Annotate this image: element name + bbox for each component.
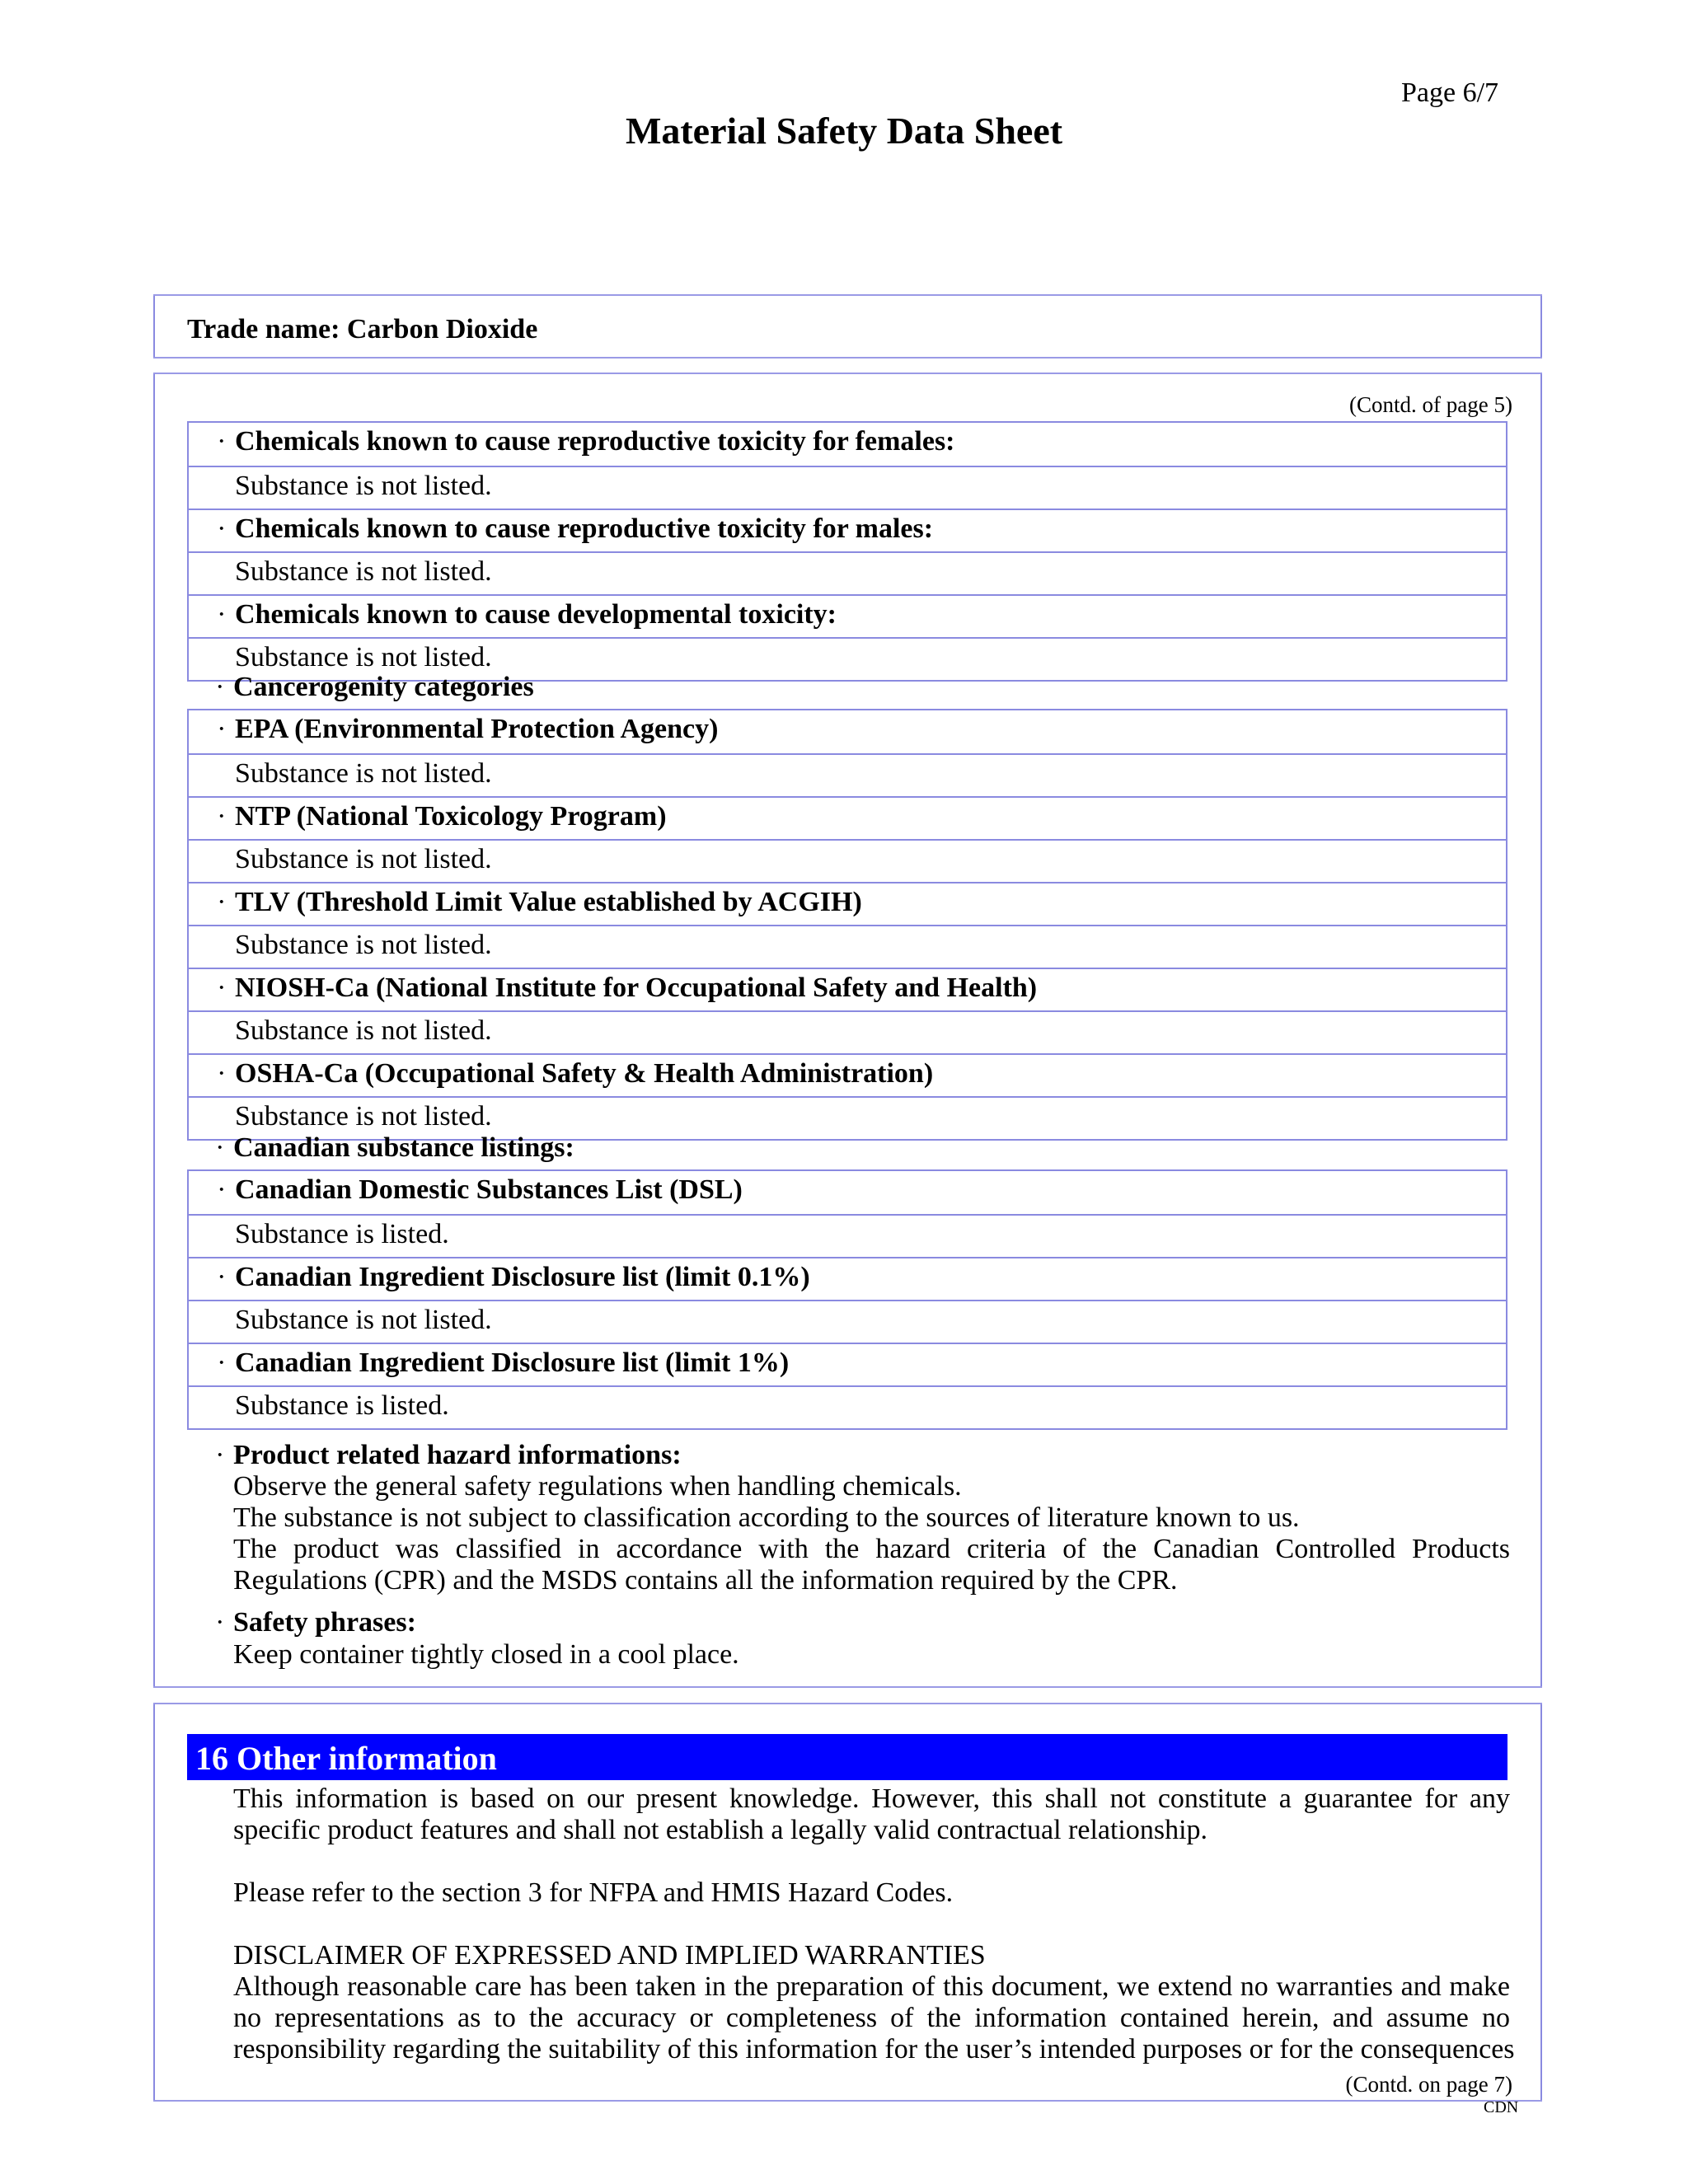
hazard-label: Product related hazard informations: xyxy=(233,1440,682,1470)
table-row xyxy=(189,925,1506,968)
canadian-table xyxy=(187,1169,1507,1430)
row-status: Substance is not listed. xyxy=(235,930,492,960)
row-heading: Chemicals known to cause developmental toxicity: xyxy=(235,599,837,630)
page-number: Page 6/7 xyxy=(1401,77,1499,108)
row-status: Substance is not listed. xyxy=(235,556,492,587)
info-line: Please refer to the section 3 for NFPA and HMIS Hazard Codes. xyxy=(233,1877,954,1908)
table-row xyxy=(189,839,1506,882)
safety-phrases-label: Safety phrases: xyxy=(233,1607,416,1638)
table-row: · Canadian Domestic Substances List (DSL) xyxy=(218,1174,743,1205)
document-title: Material Safety Data Sheet xyxy=(625,110,1063,152)
table-row: · Chemicals known to cause developmental toxicity: xyxy=(189,594,1506,637)
row-status: Substance is listed. xyxy=(235,1219,449,1249)
row-heading: Canadian Ingredient Disclosure list (limit 0.1%) xyxy=(235,1262,810,1292)
table-row xyxy=(189,1300,1506,1343)
table-row: · Chemicals known to cause reproductive toxicity for males: xyxy=(189,509,1506,551)
hazard-line: The product was classified in accordance with the hazard criteria of the Canadian Controlled Products xyxy=(233,1534,1510,1564)
row-status: Substance is not listed. xyxy=(235,1101,492,1132)
canadian-label: Canadian substance listings: xyxy=(233,1132,574,1163)
row-status: Substance is not listed. xyxy=(235,844,492,874)
trade-name: Trade name: Carbon Dioxide xyxy=(187,314,538,344)
row-heading: Canadian Ingredient Disclosure list (limit 1%) xyxy=(235,1347,790,1378)
table-row xyxy=(189,1010,1506,1053)
row-status: Substance is not listed. xyxy=(235,1305,492,1335)
table-row: · EPA (Environmental Protection Agency) xyxy=(218,714,719,744)
cancerogenity-table xyxy=(187,709,1507,1141)
table-row: · Canadian Ingredient Disclosure list (limit 1%) xyxy=(189,1343,1506,1385)
cancerogenity-label: Cancerogenity categories xyxy=(233,672,534,702)
table-row: · TLV (Threshold Limit Value established by ACGIH) xyxy=(189,882,1506,925)
toxicity-table xyxy=(187,421,1507,682)
row-heading: Canadian Domestic Substances List (DSL) xyxy=(235,1174,743,1205)
regulatory-section: (Contd. of page 5) · Chemicals known to cause reproductive toxicity for females: Substance is not listed. · Chemicals known to cause reproductive toxicity for males: Substance is not listed. · Chemicals known to cause developmental toxicity: Substance is not listed. · Cancerogenity categories · EPA (Environmental Protection Agency) Substance is not listed. · NTP (National Toxicology Program) Substance is not listed. · TLV (Threshold Limit Value established by ACGIH) Substance is not listed. · NIOSH-Ca (National Institute for Occupational Safety and Health) Substance is not listed. · OSHA-Ca (Occupational Safety & Health Administration) Substance is not listed. · Canadian substance listings: · Canadian Domestic Substances List (DSL) Substance is listed. · Canadian Ingredient Disclosure list (limit 0.1%) Substance is not listed. · Canadian Ingredient Disclosure list (limit 1%) Substance is listed. · Product related hazard informations: Observe the general safety regulations when handling chemicals. The substance is not subject to classification according to the sources of literature known to us. The product was classified in accordance with the hazard criteria of the Canadian Controlled Products Regulations (CPR) and the MSDS contains all the information required by the CPR. · Safety phrases: Keep container tightly closed in a cool place. xyxy=(153,373,1542,1688)
disclaimer-line: Although reasonable care has been taken in the preparation of this document, we extend no warranties and make xyxy=(233,1971,1510,2002)
table-row xyxy=(189,753,1506,796)
continued-on-label: (Contd. on page 7) xyxy=(1345,2072,1512,2097)
continued-from-label: (Contd. of page 5) xyxy=(1349,392,1512,417)
table-row xyxy=(189,466,1506,509)
row-heading: OSHA-Ca (Occupational Safety & Health Administration) xyxy=(235,1058,934,1089)
row-status: Substance is listed. xyxy=(235,1390,449,1421)
row-heading: Chemicals known to cause reproductive toxicity for females: xyxy=(235,426,955,457)
row-heading: TLV (Threshold Limit Value established by ACGIH) xyxy=(235,887,862,917)
trade-name-box xyxy=(153,294,1542,359)
disclaimer-line: responsibility regarding the suitability of this information for the user’s intended purposes or for the consequences xyxy=(233,2034,1515,2064)
row-status: Substance is not listed. xyxy=(235,642,492,673)
table-row: · Chemicals known to cause reproductive toxicity for females: xyxy=(218,426,955,457)
info-line: specific product features and shall not establish a legally valid contractual relationship. xyxy=(233,1815,1208,1845)
hazard-line: Observe the general safety regulations when handling chemicals. xyxy=(233,1471,962,1502)
section-title: 16 Other information xyxy=(195,1740,497,1777)
other-information-section xyxy=(153,1703,1542,2102)
section-header xyxy=(187,1734,1507,1780)
disclaimer-line: no representations as to the accuracy or completeness of the information contained herein, and assume no xyxy=(233,2003,1510,2033)
footer-code: CDN xyxy=(1484,2098,1519,2116)
row-heading: Chemicals known to cause reproductive toxicity for males: xyxy=(235,513,934,544)
row-heading: NIOSH-Ca (National Institute for Occupational Safety and Health) xyxy=(235,972,1038,1003)
row-heading: EPA (Environmental Protection Agency) xyxy=(235,714,719,744)
row-status: Substance is not listed. xyxy=(235,471,492,501)
hazard-line: Regulations (CPR) and the MSDS contains all the information required by the CPR. xyxy=(233,1565,1178,1596)
table-row xyxy=(189,551,1506,594)
info-line: This information is based on our present knowledge. However, this shall not constitute a guarantee for any xyxy=(233,1783,1510,1814)
disclaimer-title: DISCLAIMER OF EXPRESSED AND IMPLIED WARRANTIES xyxy=(233,1940,986,1971)
row-status: Substance is not listed. xyxy=(235,1015,492,1046)
table-row: · NTP (National Toxicology Program) xyxy=(189,796,1506,839)
safety-phrase: Keep container tightly closed in a cool place. xyxy=(233,1639,739,1670)
row-heading: NTP (National Toxicology Program) xyxy=(235,801,667,832)
table-row: · OSHA-Ca (Occupational Safety & Health Administration) xyxy=(189,1053,1506,1096)
hazard-line: The substance is not subject to classification according to the sources of literature known to us. xyxy=(233,1502,1300,1533)
row-status: Substance is not listed. xyxy=(235,758,492,789)
table-row: · Canadian Ingredient Disclosure list (limit 0.1%) xyxy=(189,1257,1506,1300)
table-row: · NIOSH-Ca (National Institute for Occupational Safety and Health) xyxy=(189,968,1506,1010)
table-row xyxy=(189,1385,1506,1428)
table-row xyxy=(189,1214,1506,1257)
